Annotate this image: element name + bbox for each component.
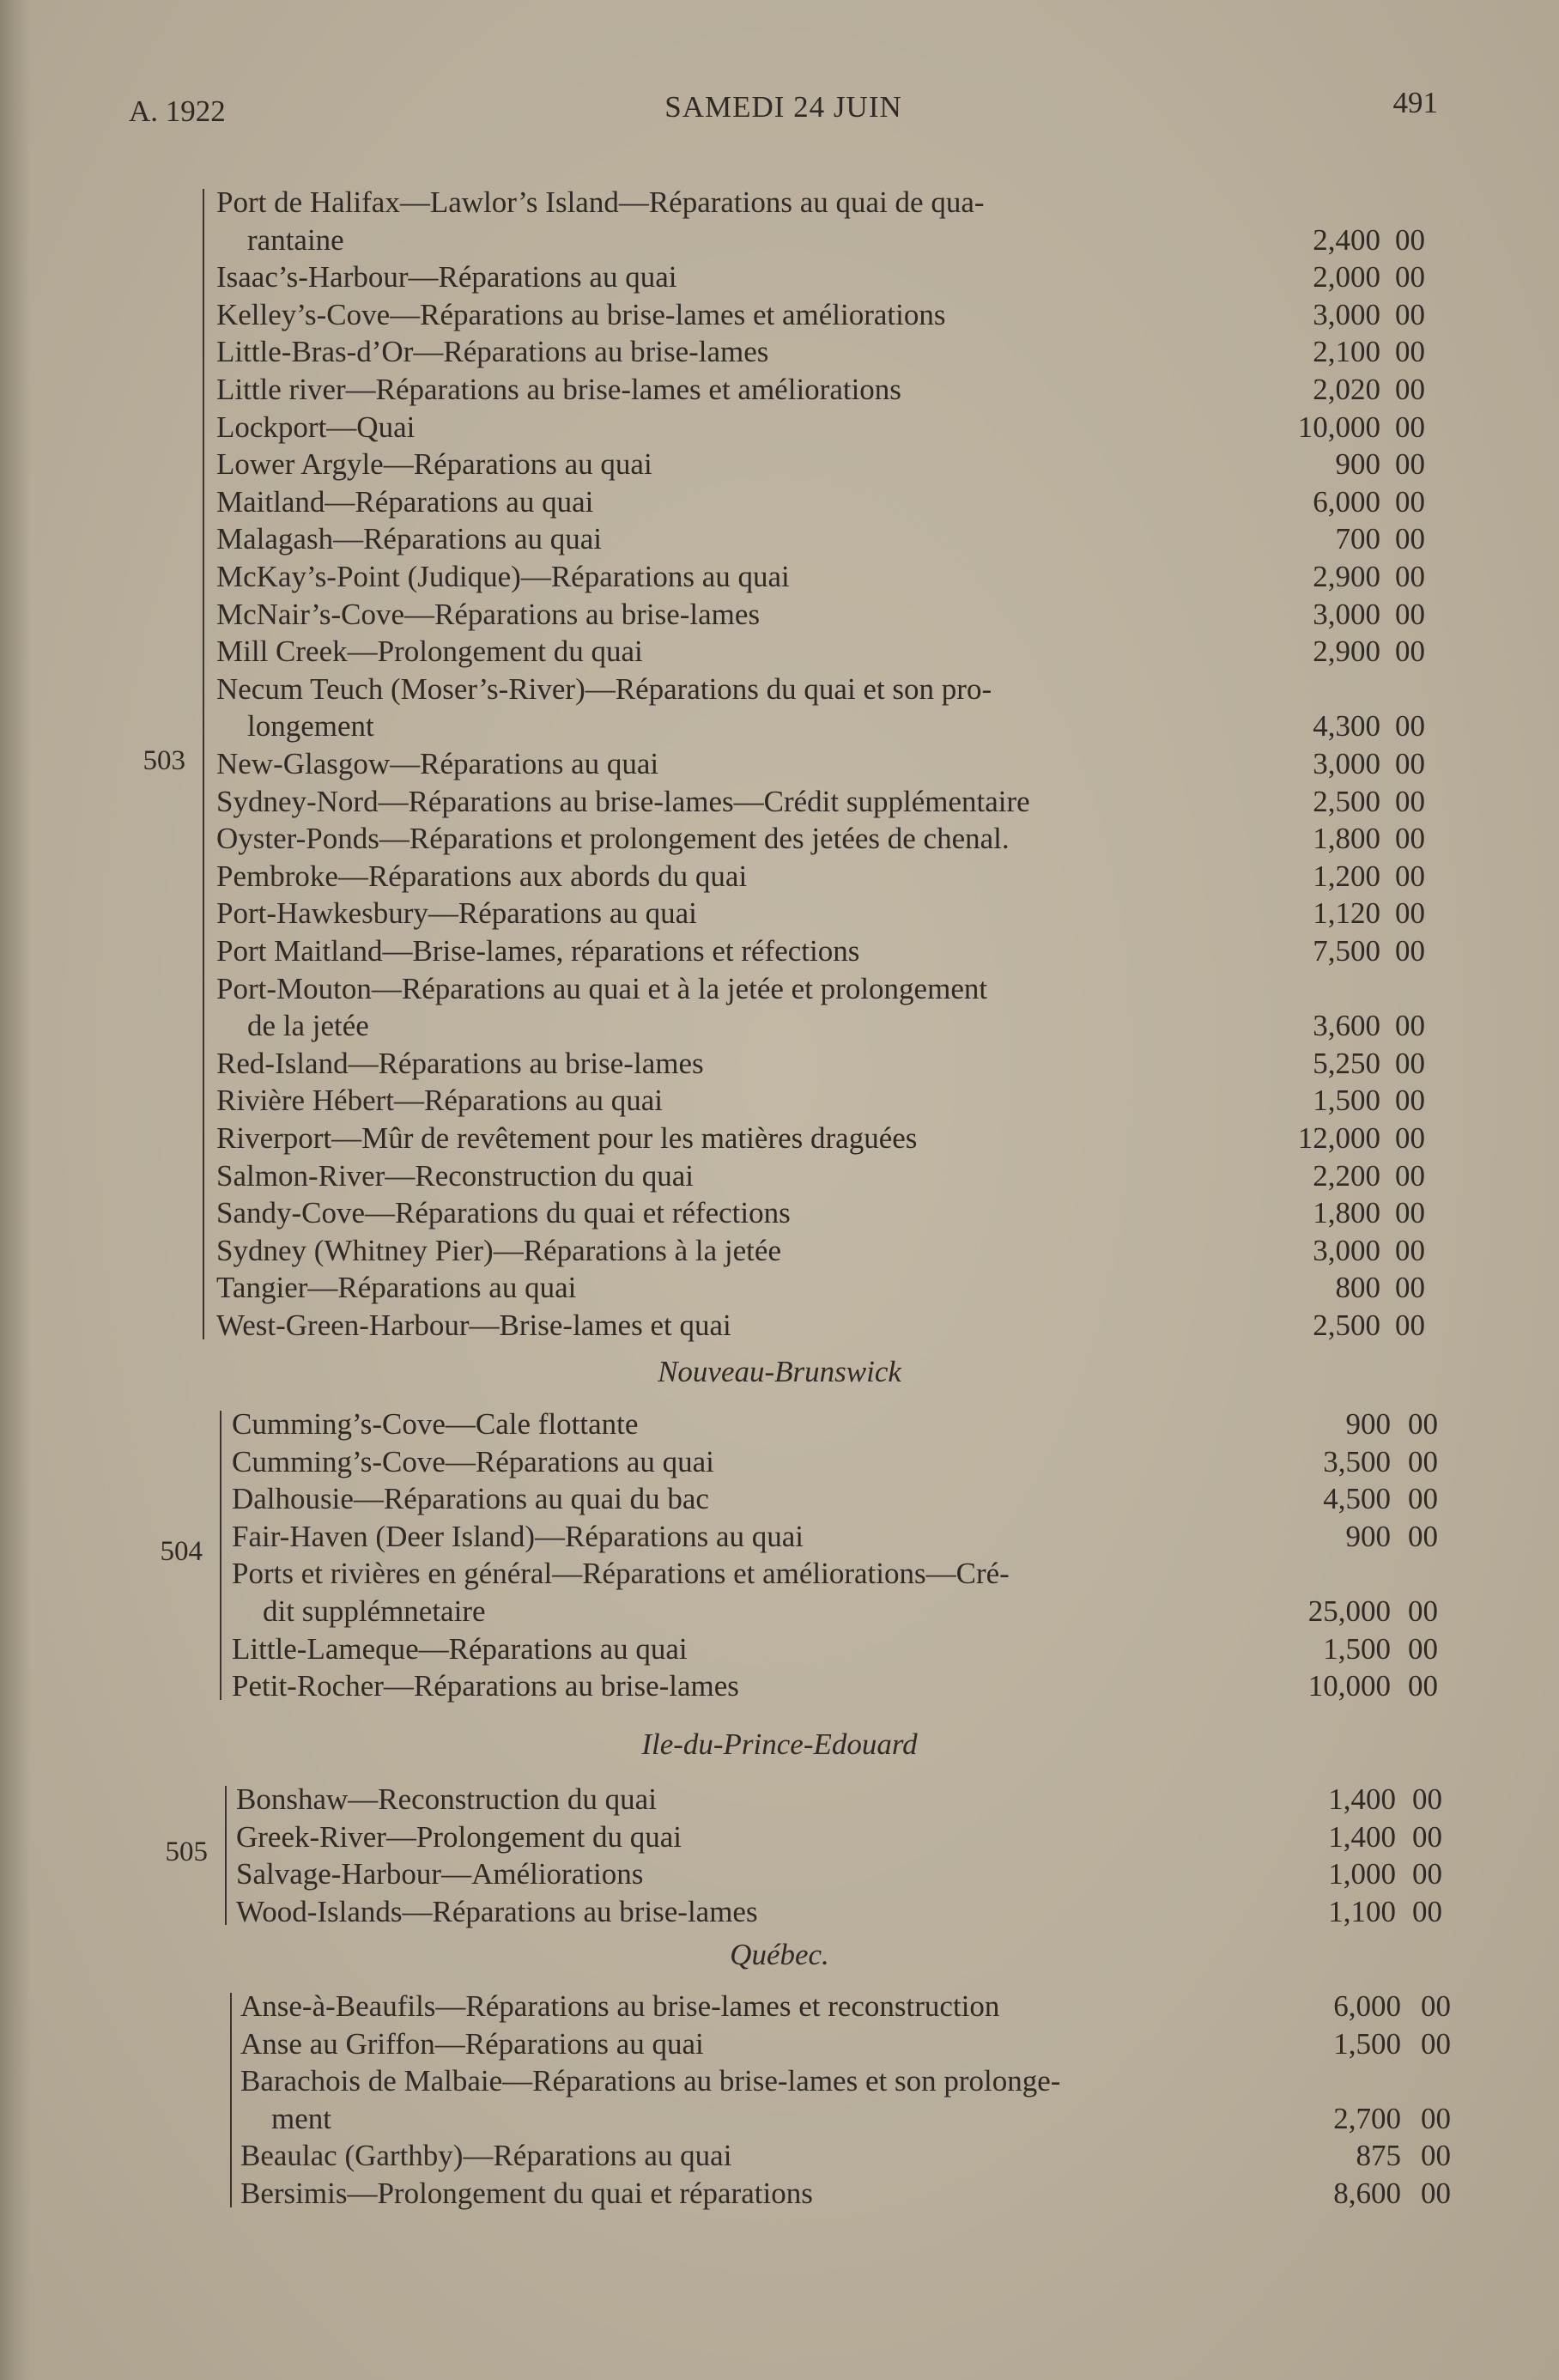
item-amount: 1,400 xyxy=(1328,1819,1396,1854)
item-cents: 00 xyxy=(1395,1233,1425,1267)
item-cents: 00 xyxy=(1395,1121,1425,1155)
group-bracket xyxy=(220,1411,221,1700)
item-description: McNair’s-Cove—Réparations au brise-lames xyxy=(216,597,761,631)
item-cents: 00 xyxy=(1395,784,1425,818)
item-cents: 00 xyxy=(1395,1196,1425,1230)
estimate-item xyxy=(0,296,1559,334)
estimate-item xyxy=(0,1269,1559,1307)
header-year: A. 1922 xyxy=(129,94,226,128)
item-amount: 1,500 xyxy=(1323,1631,1391,1666)
item-description: Port Maitland—Brise-lames, réparations et réfections xyxy=(216,934,860,968)
item-amount: 12,000 xyxy=(1297,1121,1380,1155)
item-amount: 2,700 xyxy=(1333,2101,1401,2135)
estimate-item xyxy=(0,2137,1559,2175)
estimate-item xyxy=(0,483,1559,521)
estimate-item-continuation xyxy=(0,707,1559,745)
item-description: Bersimis—Prolongement du quai et réparations xyxy=(240,2177,813,2210)
estimate-item xyxy=(0,1893,1559,1931)
item-amount: 25,000 xyxy=(1307,1594,1391,1628)
item-description: Barachois de Malbaie—Réparations au brise-lames et son prolonge- xyxy=(240,2064,1061,2098)
estimate-item xyxy=(0,2025,1559,2063)
item-cents: 00 xyxy=(1408,1444,1438,1478)
item-cents: 00 xyxy=(1395,560,1425,593)
item-cents: 00 xyxy=(1395,410,1425,444)
item-cents: 00 xyxy=(1395,634,1425,669)
item-cents: 00 xyxy=(1412,1857,1442,1891)
group-bracket xyxy=(203,189,204,1339)
item-description: Cumming’s-Cove—Réparations au quai xyxy=(232,1444,714,1478)
estimate-item xyxy=(0,1443,1559,1481)
estimate-item xyxy=(0,1194,1559,1232)
item-cents: 00 xyxy=(1395,1009,1425,1043)
item-description-continued: dit supplémnetaire xyxy=(263,1594,486,1628)
item-description: Greek-River—Prolongement du quai xyxy=(236,1819,682,1854)
item-amount: 1,500 xyxy=(1313,1084,1380,1118)
estimate-item-continuation xyxy=(0,1007,1559,1045)
estimate-item-continuation xyxy=(0,222,1559,259)
item-description: Red-Island—Réparations au brise-lames xyxy=(216,1046,704,1080)
item-amount: 1,400 xyxy=(1328,1782,1396,1816)
estimate-item xyxy=(0,2062,1559,2100)
item-cents: 00 xyxy=(1395,1308,1425,1342)
item-description: Pembroke—Réparations aux abords du quai xyxy=(216,859,748,893)
item-description: Salvage-Harbour—Améliorations xyxy=(236,1857,644,1891)
item-description: Port-Mouton—Réparations au quai et à la jetée et prolongement xyxy=(216,971,988,1005)
item-cents: 00 xyxy=(1395,859,1425,893)
estimate-item xyxy=(0,783,1559,821)
item-description: Maitland—Réparations au quai xyxy=(216,484,594,519)
item-amount: 1,800 xyxy=(1313,1196,1380,1230)
item-cents: 00 xyxy=(1395,297,1425,331)
item-cents: 00 xyxy=(1421,2139,1451,2173)
item-cents: 00 xyxy=(1395,1084,1425,1118)
item-cents: 00 xyxy=(1395,1271,1425,1305)
item-description: Cumming’s-Cove—Cale flottante xyxy=(232,1407,639,1441)
item-description: Necum Teuch (Moser’s-River)—Réparations du quai et son pro- xyxy=(216,671,992,706)
item-amount: 700 xyxy=(1335,522,1380,556)
item-description: Beaulac (Garthby)—Réparations au quai xyxy=(240,2139,732,2173)
item-amount: 10,000 xyxy=(1297,410,1380,444)
item-amount: 1,120 xyxy=(1313,896,1380,931)
item-description-continued: ment xyxy=(271,2101,331,2135)
estimate-item xyxy=(0,558,1559,596)
item-amount: 900 xyxy=(1335,447,1380,482)
item-description-continued: rantaine xyxy=(247,222,344,257)
estimate-item xyxy=(0,1406,1559,1443)
item-cents: 00 xyxy=(1395,522,1425,556)
page-header xyxy=(129,86,1438,137)
item-description: Little river—Réparations au brise-lames et améliorations xyxy=(216,373,901,406)
estimate-item xyxy=(0,409,1559,446)
estimate-item xyxy=(0,2175,1559,2213)
estimate-item xyxy=(0,1818,1559,1856)
item-description-continued: longement xyxy=(247,709,374,744)
estimate-item-continuation xyxy=(0,1593,1559,1630)
item-cents: 00 xyxy=(1412,1782,1442,1816)
estimate-item xyxy=(0,446,1559,483)
item-description: Oyster-Ponds—Réparations et prolongement des jetées de chenal. xyxy=(216,822,1010,856)
estimate-item xyxy=(0,745,1559,783)
estimate-item-continuation xyxy=(0,2100,1559,2138)
item-description: Lockport—Quai xyxy=(216,410,416,444)
item-description: Sandy-Cove—Réparations du quai et réfections xyxy=(216,1196,791,1230)
item-amount: 2,100 xyxy=(1313,335,1380,369)
item-amount: 2,900 xyxy=(1313,634,1380,669)
item-cents: 00 xyxy=(1421,2177,1451,2210)
estimate-item xyxy=(0,371,1559,409)
item-amount: 2,020 xyxy=(1313,373,1380,406)
estimate-item xyxy=(0,1630,1559,1668)
item-description: Sydney-Nord—Réparations au brise-lames—Crédit supplémentaire xyxy=(216,784,1030,818)
item-amount: 3,500 xyxy=(1323,1444,1391,1478)
item-cents: 00 xyxy=(1421,1989,1451,2023)
estimate-item xyxy=(0,932,1559,970)
estimate-item xyxy=(0,820,1559,858)
item-description: Lower Argyle—Réparations au quai xyxy=(216,447,652,482)
item-amount: 900 xyxy=(1345,1407,1391,1441)
estimate-item xyxy=(0,895,1559,932)
item-amount: 3,000 xyxy=(1313,297,1380,331)
estimate-item xyxy=(0,1667,1559,1705)
estimate-item xyxy=(0,1781,1559,1818)
item-description: Salmon-River—Reconstruction du quai xyxy=(216,1158,695,1193)
item-description: West-Green-Harbour—Brise-lames et quai xyxy=(216,1308,731,1342)
item-cents: 00 xyxy=(1395,1046,1425,1080)
estimate-item xyxy=(0,333,1559,371)
item-description-continued: de la jetée xyxy=(247,1009,369,1043)
group-bracket xyxy=(225,1786,227,1925)
item-description: Little-Bras-d’Or—Réparations au brise-lames xyxy=(216,335,769,369)
item-cents: 00 xyxy=(1408,1669,1438,1703)
estimate-item xyxy=(0,1045,1559,1083)
item-description: Port-Hawkesbury—Réparations au quai xyxy=(216,896,697,931)
item-cents: 00 xyxy=(1421,2101,1451,2135)
item-amount: 800 xyxy=(1335,1271,1380,1305)
item-amount: 1,100 xyxy=(1328,1894,1396,1928)
item-amount: 2,200 xyxy=(1313,1158,1380,1193)
estimate-item xyxy=(0,1232,1559,1270)
item-cents: 00 xyxy=(1408,1482,1438,1516)
item-cents: 00 xyxy=(1395,597,1425,631)
item-amount: 6,000 xyxy=(1313,484,1380,519)
group-bracket xyxy=(230,1993,232,2207)
item-description: Bonshaw—Reconstruction du quai xyxy=(236,1782,657,1816)
estimate-item xyxy=(0,671,1559,708)
item-cents: 00 xyxy=(1395,934,1425,968)
estimate-item xyxy=(0,520,1559,558)
item-amount: 5,250 xyxy=(1313,1046,1380,1080)
estimate-item xyxy=(0,596,1559,634)
vote-number: 505 xyxy=(165,1837,208,1868)
estimate-item xyxy=(0,970,1559,1008)
estimate-item xyxy=(0,1157,1559,1195)
estimate-item xyxy=(0,1480,1559,1518)
item-description: Dalhousie—Réparations au quai du bac xyxy=(232,1482,709,1516)
estimate-item xyxy=(0,258,1559,296)
item-amount: 7,500 xyxy=(1313,934,1380,968)
item-cents: 00 xyxy=(1408,1631,1438,1666)
item-cents: 00 xyxy=(1395,1158,1425,1193)
item-description: Rivière Hébert—Réparations au quai xyxy=(216,1084,663,1118)
item-amount: 3,000 xyxy=(1313,747,1380,780)
item-description: Kelley’s-Cove—Réparations au brise-lames et améliorations xyxy=(216,297,946,331)
estimate-item xyxy=(0,1082,1559,1120)
item-description: New-Glasgow—Réparations au quai xyxy=(216,747,659,780)
item-cents: 00 xyxy=(1412,1894,1442,1928)
item-description: Isaac’s-Harbour—Réparations au quai xyxy=(216,260,677,294)
item-amount: 1,500 xyxy=(1333,2026,1401,2061)
vote-number: 503 xyxy=(143,744,185,776)
item-amount: 2,500 xyxy=(1313,784,1380,818)
header-page-number: 491 xyxy=(1392,86,1438,119)
item-description: Riverport—Mûr de revêtement pour les matières draguées xyxy=(216,1121,918,1155)
item-amount: 3,000 xyxy=(1313,597,1380,631)
item-description: Ports et rivières en général—Réparations et améliorations—Cré- xyxy=(232,1557,1010,1591)
item-cents: 00 xyxy=(1395,709,1425,744)
item-cents: 00 xyxy=(1395,896,1425,931)
section-heading: Ile-du-Prince-Edouard xyxy=(641,1727,918,1761)
item-amount: 900 xyxy=(1345,1519,1391,1553)
estimate-item xyxy=(0,1307,1559,1345)
item-description: Mill Creek—Prolongement du quai xyxy=(216,634,643,669)
item-description: McKay’s-Point (Judique)—Réparations au quai xyxy=(216,560,790,593)
item-amount: 6,000 xyxy=(1333,1989,1401,2023)
item-amount: 4,500 xyxy=(1323,1482,1391,1516)
item-cents: 00 xyxy=(1395,822,1425,856)
item-amount: 1,200 xyxy=(1313,859,1380,893)
item-description: Petit-Rocher—Réparations au brise-lames xyxy=(232,1669,739,1703)
item-description: Anse-à-Beaufils—Réparations au brise-lames et reconstruction xyxy=(240,1989,1000,2023)
item-amount: 10,000 xyxy=(1307,1669,1391,1703)
item-cents: 00 xyxy=(1395,335,1425,369)
vote-number: 504 xyxy=(160,1536,203,1568)
item-description: Fair-Haven (Deer Island)—Réparations au quai xyxy=(232,1519,804,1553)
estimate-item xyxy=(0,1555,1559,1593)
estimate-item xyxy=(0,858,1559,896)
item-cents: 00 xyxy=(1395,484,1425,519)
item-cents: 00 xyxy=(1412,1819,1442,1854)
item-cents: 00 xyxy=(1395,222,1425,257)
item-amount: 8,600 xyxy=(1333,2177,1401,2210)
estimate-item xyxy=(0,1855,1559,1893)
item-amount: 3,600 xyxy=(1313,1009,1380,1043)
item-amount: 2,000 xyxy=(1313,260,1380,294)
item-amount: 875 xyxy=(1356,2139,1401,2173)
item-cents: 00 xyxy=(1408,1519,1438,1553)
item-cents: 00 xyxy=(1395,373,1425,406)
item-amount: 2,400 xyxy=(1313,222,1380,257)
item-cents: 00 xyxy=(1408,1594,1438,1628)
item-amount: 3,000 xyxy=(1313,1233,1380,1267)
estimate-item xyxy=(0,1518,1559,1556)
item-cents: 00 xyxy=(1395,447,1425,482)
item-amount: 1,000 xyxy=(1328,1857,1396,1891)
estimate-item xyxy=(0,184,1559,222)
item-amount: 2,900 xyxy=(1313,560,1380,593)
item-description: Sydney (Whitney Pier)—Réparations à la jetée xyxy=(216,1233,781,1267)
item-cents: 00 xyxy=(1395,747,1425,780)
section-heading: Nouveau-Brunswick xyxy=(658,1355,901,1388)
header-title: SAMEDI 24 JUIN xyxy=(664,90,902,124)
estimate-item xyxy=(0,1120,1559,1157)
item-description: Anse au Griffon—Réparations au quai xyxy=(240,2026,704,2061)
item-amount: 1,800 xyxy=(1313,822,1380,856)
estimate-item xyxy=(0,633,1559,671)
item-description: Tangier—Réparations au quai xyxy=(216,1271,577,1305)
item-amount: 4,300 xyxy=(1313,709,1380,744)
item-cents: 00 xyxy=(1421,2026,1451,2061)
item-description: Wood-Islands—Réparations au brise-lames xyxy=(236,1894,758,1928)
estimate-item xyxy=(0,1988,1559,2025)
item-cents: 00 xyxy=(1395,260,1425,294)
item-description: Malagash—Réparations au quai xyxy=(216,522,603,556)
item-amount: 2,500 xyxy=(1313,1308,1380,1342)
item-cents: 00 xyxy=(1408,1407,1438,1441)
item-description: Port de Halifax—Lawlor’s Island—Réparations au quai de qua- xyxy=(216,185,985,219)
item-description: Little-Lameque—Réparations au quai xyxy=(232,1631,688,1666)
section-heading: Québec. xyxy=(730,1938,829,1971)
